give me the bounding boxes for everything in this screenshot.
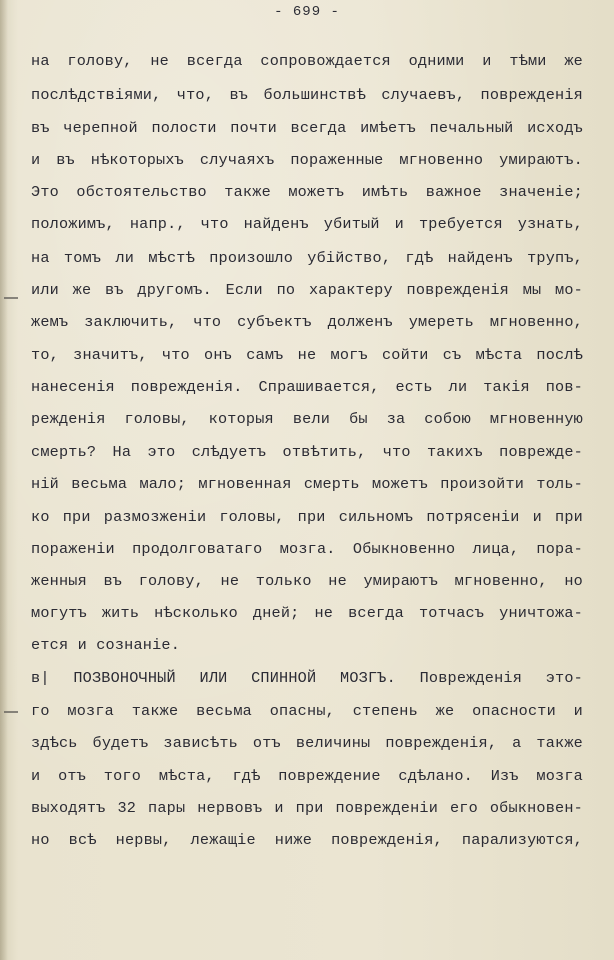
- text-line: и въ нѣкоторыхъ случаяхъ пораженные мгновенно умираютъ.: [31, 151, 583, 169]
- text-line: ется и сознаніе.: [31, 636, 181, 654]
- text-line: нанесенія поврежденія. Спрашивается, есть ли такія пов-: [31, 378, 583, 396]
- text-line: или же въ другомъ. Если по характеру поврежденія мы мо-: [31, 281, 583, 299]
- text-line: здѣсь будетъ зависѣть отъ величины поврежденія, а также: [31, 734, 583, 752]
- text-line: могутъ жить нѣсколько дней; не всегда тотчасъ уничтожа-: [31, 604, 583, 622]
- text-line: жемъ заключить, что субъектъ долженъ умереть мгновенно,: [31, 313, 583, 331]
- text-line: ко при размозженіи головы, при сильномъ потрясеніи и при: [31, 508, 583, 526]
- text-line: смерть? На это слѣдуетъ отвѣтить, что такихъ поврежде-: [31, 443, 583, 461]
- text-line: го мозга также весьма опасны, степень же опасности и: [31, 702, 583, 720]
- text-line: на голову, не всегда сопровождается одними и тѣми же: [31, 52, 583, 70]
- section-heading-line: в| ПОЗВОНОЧНЫЙ ИЛИ СПИННОЙ МОЗГЪ. Поврежденія это-: [31, 669, 583, 687]
- text-line: ній весьма мало; мгновенная смерть можетъ произойти толь-: [31, 475, 583, 493]
- page-edge-shadow: [0, 0, 8, 960]
- page-number: - 699 -: [274, 4, 340, 20]
- margin-mark: [4, 711, 18, 713]
- text-line: на томъ ли мѣстѣ произошло убійство, гдѣ найденъ трупъ,: [31, 249, 583, 267]
- text-line: пораженіи продолговатаго мозга. Обыкновенно лица, пора-: [31, 540, 583, 558]
- text-line: но всѣ нервы, лежащіе ниже поврежденія, парализуются,: [31, 831, 583, 849]
- text-line: положимъ, напр., что найденъ убитый и требуется узнать,: [31, 215, 583, 233]
- text-line: послѣдствіями, что, въ большинствѣ случаевъ, поврежденія: [31, 86, 583, 104]
- text-line: режденія головы, которыя вели бы за собою мгновенную: [31, 410, 583, 428]
- text-line: и отъ того мѣста, гдѣ повреждение сдѣлано. Изъ мозга: [31, 767, 583, 785]
- margin-mark: [4, 297, 18, 299]
- text-line: женныя въ голову, не только не умираютъ мгновенно, но: [31, 572, 583, 590]
- text-line: то, значитъ, что онъ самъ не могъ сойти съ мѣста послѣ: [31, 346, 583, 364]
- text-line: выходятъ 32 пары нервовъ и при поврежденіи его обыкновен-: [31, 799, 583, 817]
- text-line: въ черепной полости почти всегда имѣетъ печальный исходъ: [31, 119, 583, 137]
- text-line: Это обстоятельство также можетъ имѣть важное значеніе;: [31, 183, 583, 201]
